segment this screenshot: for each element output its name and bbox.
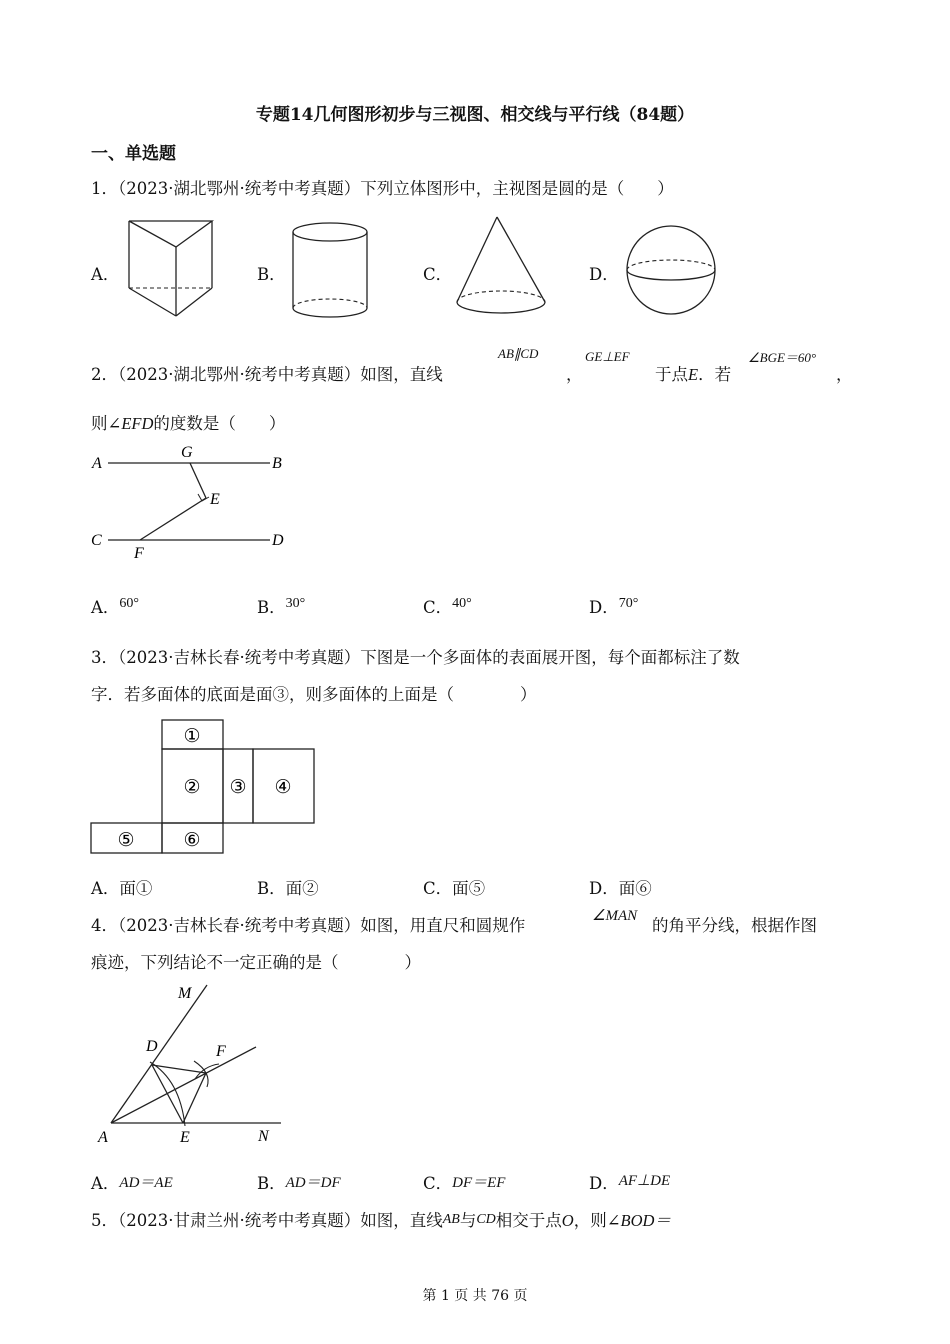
q4-label-d: D [146,1038,158,1055]
question-2-number: 2． [91,365,118,384]
q1-prism-figure [124,218,216,320]
q2-angle-efd: ∠EFD [107,414,154,433]
question-2-stem-prefix: （2023·湖北鄂州·统考中考真题）如图，直线 [118,365,443,384]
section-heading: 一、单选题 [91,144,176,164]
q5-point-o: O [561,1211,574,1230]
q2-ge-perp-ef: GE⊥EF [585,349,630,364]
question-5-line-1: 5．（2023·甘肃兰州·统考中考真题）如图，直线AB与CD相交于点O，则∠BOD＝ [91,1211,671,1230]
q5-line-ab: AB [442,1212,460,1227]
question-2-stem-mid: 于点E．若 [655,365,732,384]
question-1-text [91,175,674,199]
q3-option-d: D．面⑥ [589,879,652,898]
q4-angle-man: ∠MAN [592,908,638,924]
q2-comma-1: ， [566,365,583,384]
question-3-line-1: 3．（2023·吉林长春·统考中考真题）下图是一个多面体的表面展开图，每个面都标注了数 [91,648,740,667]
q1-sphere-figure [623,222,719,318]
q3-option-b: B．面② [257,879,319,898]
q2-point-e: E [688,365,699,384]
q1-cone-figure [453,213,549,321]
question-3-line-2: 字．若多面体的底面是面③，则多面体的上面是（ ） [91,685,537,704]
question-4-number: 4． [91,916,118,935]
q4-label-f: F [216,1043,226,1060]
q5-angle-bod: ∠BOD＝ [606,1211,671,1230]
q2-angle-bge: ∠BGE＝60° [748,350,817,365]
q3-net-figure [89,718,319,856]
q4-label-m: M [178,985,192,1002]
q2-option-c: C．$^{40^\circ}$ [423,596,472,617]
q4-option-b: B．AD＝DF [257,1174,341,1193]
q2-label-g: G [181,444,193,461]
q3-option-c: C．面⑤ [423,879,486,898]
q3-face-1: ① [183,726,201,747]
question-5-number: 5． [91,1211,118,1230]
q2-label-a: A [92,455,102,472]
q3-face-3: ③ [229,777,247,798]
question-4-line-1: 4．（2023·吉林长春·统考中考真题）如图，用直尺和圆规作 [91,916,526,935]
q3-face-4: ④ [274,777,292,798]
question-1-number: 1． [91,179,118,198]
q1-option-c-label: C． [423,265,453,284]
q1-option-d-label: D． [589,265,619,284]
q2-comma-2: ， [836,365,853,384]
question-2-line-1 [91,361,443,385]
q2-option-a: A．$^{60^\circ}$ [91,596,140,617]
q4-label-a: A [98,1129,108,1146]
q3-face-2: ② [183,777,201,798]
q2-label-b: B [272,455,282,472]
page-footer: 第 1 页 共 76 页 [422,1288,528,1304]
q4-label-n: N [258,1128,269,1145]
page-title: 专题14几何图形初步与三视图、相交线与平行线（84题） [255,105,695,125]
q2-ab-parallel-cd: AB∥CD [498,346,539,361]
q2-label-e: E [210,491,220,508]
q2-label-c: C [91,532,102,549]
q4-label-e: E [180,1129,190,1146]
q4-option-d: D．AF⊥DE [589,1173,671,1193]
q4-option-a: A．AD＝AE [91,1174,173,1193]
q5-line-cd: CD [476,1212,496,1227]
q4-option-c: C．DF＝EF [423,1174,506,1193]
q1-option-a-label: A． [91,265,120,284]
question-4-line-1-suffix: 的角平分线，根据作图 [652,916,817,935]
q3-face-5: ⑤ [117,830,135,851]
q1-option-b-label: B． [257,265,286,284]
q1-cylinder-figure [288,220,372,324]
q2-option-b: B．$^{30^\circ}$ [257,596,306,617]
q4-angle-bisector-figure [88,978,298,1150]
q3-option-a: A．面① [91,879,153,898]
question-2-line-2: 则∠EFD的度数是（ ） [91,414,286,433]
q3-face-6: ⑥ [183,830,201,851]
q2-label-d: D [272,532,284,549]
question-4-line-2: 痕迹，下列结论不一定正确的是（ ） [91,953,421,972]
question-1-stem: （2023·湖北鄂州·统考中考真题）下列立体图形中，主视图是圆的是（ ） [118,179,674,198]
q2-option-d: D．$^{70^\circ}$ [589,596,639,617]
question-3-number: 3． [91,648,118,667]
q2-label-f: F [134,545,144,562]
q2-parallel-lines-figure [88,438,298,566]
